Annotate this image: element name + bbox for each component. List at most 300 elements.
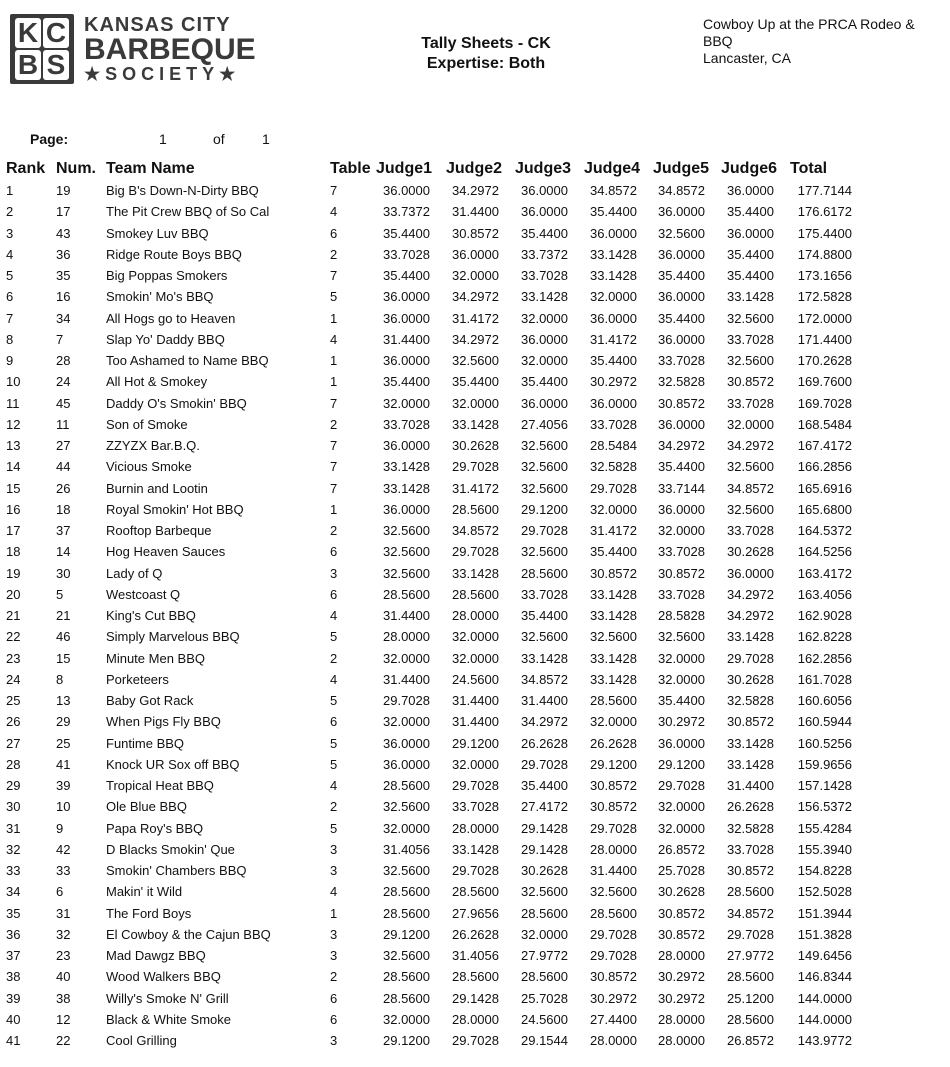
cell-table: 7 [330,395,338,411]
cell-judge4: 36.0000 [590,310,637,326]
cell-rank: 39 [6,990,21,1006]
cell-rank: 22 [6,629,21,645]
cell-judge3: 29.1544 [521,1033,568,1049]
cell-num: 36 [56,246,71,262]
cell-judge2: 32.0000 [452,650,499,666]
cell-total: 165.6800 [797,501,852,517]
table-row [6,308,862,329]
cell-total: 172.0000 [797,310,852,326]
cell-team-name: Ole Blue BBQ [106,799,187,815]
cell-judge5: 30.8572 [658,565,705,581]
table-row [6,733,862,754]
table-row [6,626,862,647]
cell-num: 39 [56,778,71,794]
kcbs-logo-box [10,14,74,84]
cell-judge4: 27.4400 [590,1011,637,1027]
cell-judge5: 30.2972 [658,969,705,985]
cell-judge4: 29.7028 [590,480,637,496]
cell-team-name: Wood Walkers BBQ [106,969,221,985]
cell-table: 5 [330,289,338,305]
cell-num: 37 [56,523,71,539]
cell-judge4: 35.4400 [590,204,637,220]
cell-judge6: 28.5600 [727,1011,774,1027]
cell-judge2: 31.4172 [452,480,499,496]
cell-rank: 14 [6,459,21,475]
cell-judge3: 32.5600 [521,884,568,900]
tally-table [6,158,862,1051]
table-header-row [6,158,862,180]
cell-rank: 1 [6,183,14,199]
cell-judge4: 32.0000 [590,501,637,517]
cell-judge5: 29.1200 [658,756,705,772]
cell-judge6: 29.7028 [727,650,774,666]
table-row [6,648,862,669]
cell-judge2: 36.0000 [452,246,499,262]
cell-rank: 19 [6,565,21,581]
cell-judge5: 36.0000 [658,416,705,432]
cell-judge4: 30.2972 [590,990,637,1006]
cell-total: 177.7144 [797,183,852,199]
cell-judge1: 32.0000 [383,1011,430,1027]
cell-num: 18 [56,501,71,517]
cell-num: 24 [56,374,71,390]
cell-team-name: Smokin' Mo's BBQ [106,289,214,305]
cell-table: 4 [330,778,338,794]
cell-judge1: 35.4400 [383,268,430,284]
cell-judge4: 32.0000 [590,714,637,730]
cell-judge4: 29.7028 [590,926,637,942]
table-row [6,839,862,860]
cell-judge2: 28.0000 [452,608,499,624]
table-row [6,818,862,839]
cell-table: 5 [330,735,338,751]
cell-judge4: 34.8572 [590,183,637,199]
col-header-rank: Rank [6,160,46,177]
cell-judge3: 31.4400 [521,693,568,709]
cell-judge4: 31.4172 [590,331,637,347]
cell-team-name: Makin' it Wild [106,884,183,900]
cell-judge5: 35.4400 [658,268,705,284]
cell-judge3: 30.2628 [521,863,568,879]
cell-judge6: 30.2628 [727,671,774,687]
cell-table: 6 [330,586,338,602]
cell-total: 173.1656 [797,268,852,284]
cell-team-name: Rooftop Barbeque [106,523,212,539]
cell-num: 9 [56,820,64,836]
cell-rank: 40 [6,1011,21,1027]
cell-judge4: 28.5600 [590,905,637,921]
cell-judge4: 35.4400 [590,353,637,369]
cell-table: 1 [330,353,338,369]
cell-judge5: 32.0000 [658,650,705,666]
kcbs-logo [10,14,272,84]
cell-judge1: 32.5600 [383,544,430,560]
cell-judge6: 33.1428 [727,629,774,645]
page-of-label: of [213,131,225,147]
table-row [6,563,862,584]
table-row [6,584,862,605]
logo-kansas-city: KANSAS CITY [84,14,231,36]
table-body [6,180,862,1051]
col-header-total: Total [790,160,828,177]
cell-team-name: When Pigs Fly BBQ [106,714,221,730]
cell-judge6: 33.1428 [727,735,774,751]
cell-total: 163.4056 [797,586,852,602]
cell-num: 27 [56,438,71,454]
cell-team-name: D Blacks Smokin' Que [106,841,235,857]
cell-total: 168.5484 [797,416,852,432]
cell-judge4: 33.1428 [590,268,637,284]
cell-judge5: 30.8572 [658,905,705,921]
cell-judge1: 32.5600 [383,565,430,581]
cell-judge4: 33.1428 [590,246,637,262]
table-row [6,541,862,562]
cell-num: 12 [56,1011,71,1027]
table-row [6,945,862,966]
cell-judge5: 28.0000 [658,948,705,964]
cell-rank: 17 [6,523,21,539]
table-row [6,903,862,924]
cell-table: 6 [330,714,338,730]
cell-judge6: 32.5600 [727,353,774,369]
cell-num: 10 [56,799,71,815]
cell-judge1: 31.4400 [383,608,430,624]
table-row [6,435,862,456]
cell-total: 146.8344 [797,969,852,985]
cell-judge1: 36.0000 [383,289,430,305]
cell-judge4: 30.8572 [590,969,637,985]
cell-num: 45 [56,395,71,411]
cell-judge4: 28.0000 [590,841,637,857]
table-row [6,1030,862,1051]
cell-judge2: 28.0000 [452,820,499,836]
cell-judge1: 36.0000 [383,310,430,326]
cell-num: 46 [56,629,71,645]
cell-team-name: Too Ashamed to Name BBQ [106,353,269,369]
col-header-judge5: Judge5 [653,160,710,177]
logo-letter-s: S [43,50,69,80]
cell-judge1: 32.5600 [383,523,430,539]
cell-table: 4 [330,671,338,687]
cell-num: 19 [56,183,71,199]
cell-total: 159.9656 [797,756,852,772]
cell-num: 16 [56,289,71,305]
cell-judge6: 33.7028 [727,523,774,539]
cell-team-name: All Hogs go to Heaven [106,310,236,326]
cell-num: 11 [56,416,70,432]
cell-judge3: 32.5600 [521,480,568,496]
cell-judge4: 32.0000 [590,289,637,305]
cell-judge3: 33.7372 [521,246,568,262]
cell-judge1: 28.0000 [383,629,430,645]
cell-table: 5 [330,693,338,709]
cell-judge2: 32.0000 [452,268,499,284]
cell-judge6: 31.4400 [727,778,774,794]
cell-judge3: 28.5600 [521,969,568,985]
cell-judge2: 29.7028 [452,863,499,879]
cell-total: 165.6916 [797,480,852,496]
cell-num: 42 [56,841,71,857]
cell-judge1: 33.7028 [383,246,430,262]
cell-team-name: Black & White Smoke [106,1011,231,1027]
cell-total: 162.2856 [797,650,852,666]
cell-team-name: El Cowboy & the Cajun BBQ [106,926,271,942]
cell-num: 28 [56,353,71,369]
cell-rank: 26 [6,714,21,730]
cell-judge1: 32.5600 [383,799,430,815]
table-row [6,265,862,286]
cell-judge2: 29.7028 [452,778,499,794]
cell-judge1: 36.0000 [383,756,430,772]
cell-judge5: 36.0000 [658,501,705,517]
cell-team-name: Ridge Route Boys BBQ [106,246,242,262]
cell-judge3: 36.0000 [521,183,568,199]
cell-judge3: 25.7028 [521,990,568,1006]
cell-table: 5 [330,820,338,836]
cell-judge2: 28.5600 [452,884,499,900]
cell-judge3: 32.5600 [521,544,568,560]
cell-team-name: Daddy O's Smokin' BBQ [106,395,247,411]
cell-judge6: 34.2972 [727,586,774,602]
cell-judge3: 27.4172 [521,799,568,815]
cell-judge1: 33.7372 [383,204,430,220]
cell-judge6: 33.1428 [727,756,774,772]
cell-judge2: 28.5600 [452,969,499,985]
logo-letter-b: B [15,50,41,80]
cell-num: 15 [56,650,71,666]
cell-judge5: 26.8572 [658,841,705,857]
cell-team-name: Royal Smokin' Hot BBQ [106,501,244,517]
cell-team-name: Lady of Q [106,565,163,581]
cell-table: 2 [330,650,338,666]
cell-judge2: 33.7028 [452,799,499,815]
cell-judge5: 30.2972 [658,990,705,1006]
page-total: 1 [262,131,270,147]
cell-rank: 21 [6,608,21,624]
cell-judge5: 34.8572 [658,183,705,199]
cell-total: 154.8228 [797,863,852,879]
cell-table: 6 [330,1011,338,1027]
cell-rank: 35 [6,905,21,921]
col-header-judge2: Judge2 [446,160,503,177]
cell-num: 35 [56,268,71,284]
table-row [6,456,862,477]
cell-judge6: 35.4400 [727,268,774,284]
event-location: Lancaster, CA [703,50,791,66]
cell-judge3: 29.1428 [521,820,568,836]
table-row [6,605,862,626]
logo-letter-k: K [15,18,41,48]
cell-total: 149.6456 [797,948,852,964]
cell-judge5: 25.7028 [658,863,705,879]
cell-judge3: 26.2628 [521,735,568,751]
cell-judge3: 24.5600 [521,1011,568,1027]
cell-judge2: 30.8572 [452,225,499,241]
table-row [6,350,862,371]
event-info [703,16,948,67]
cell-total: 161.7028 [797,671,852,687]
cell-judge3: 34.8572 [521,671,568,687]
cell-judge3: 36.0000 [521,204,568,220]
cell-judge5: 33.7028 [658,544,705,560]
cell-judge6: 34.2972 [727,608,774,624]
cell-rank: 29 [6,778,21,794]
cell-table: 4 [330,884,338,900]
cell-judge4: 31.4172 [590,523,637,539]
table-row [6,775,862,796]
cell-judge5: 30.2972 [658,714,705,730]
cell-total: 151.3944 [797,905,852,921]
cell-judge4: 28.0000 [590,1033,637,1049]
cell-judge2: 32.0000 [452,629,499,645]
cell-judge3: 33.1428 [521,289,568,305]
cell-rank: 12 [6,416,21,432]
cell-num: 17 [56,204,71,220]
cell-num: 30 [56,565,71,581]
cell-rank: 3 [6,225,14,241]
cell-judge6: 26.2628 [727,799,774,815]
cell-judge3: 33.7028 [521,586,568,602]
cell-judge5: 32.5600 [658,225,705,241]
col-header-table: Table [330,160,371,177]
cell-judge4: 29.1200 [590,756,637,772]
cell-judge4: 30.2972 [590,374,637,390]
cell-judge2: 31.4400 [452,204,499,220]
cell-judge4: 28.5600 [590,693,637,709]
cell-total: 160.5256 [797,735,852,751]
cell-judge6: 32.5600 [727,310,774,326]
cell-judge2: 33.1428 [452,841,499,857]
cell-judge5: 30.8572 [658,395,705,411]
cell-total: 175.4400 [797,225,852,241]
cell-judge1: 36.0000 [383,438,430,454]
cell-judge2: 29.7028 [452,459,499,475]
cell-judge6: 30.8572 [727,714,774,730]
cell-judge3: 34.2972 [521,714,568,730]
cell-table: 2 [330,969,338,985]
cell-judge3: 27.4056 [521,416,568,432]
cell-judge6: 34.8572 [727,480,774,496]
cell-total: 174.8800 [797,246,852,262]
cell-rank: 25 [6,693,21,709]
cell-total: 144.0000 [797,1011,852,1027]
cell-rank: 33 [6,863,21,879]
cell-judge2: 29.1428 [452,990,499,1006]
cell-judge1: 28.5600 [383,990,430,1006]
cell-judge1: 33.1428 [383,480,430,496]
col-header-team-name: Team Name [106,160,195,177]
table-row [6,711,862,732]
cell-judge1: 32.5600 [383,863,430,879]
table-row [6,520,862,541]
cell-judge6: 32.5828 [727,693,774,709]
cell-judge2: 28.0000 [452,1011,499,1027]
cell-rank: 9 [6,353,14,369]
cell-judge3: 29.1200 [521,501,568,517]
cell-judge3: 29.1428 [521,841,568,857]
cell-num: 29 [56,714,71,730]
cell-rank: 41 [6,1033,21,1049]
cell-table: 4 [330,204,338,220]
cell-num: 6 [56,884,64,900]
cell-judge5: 29.7028 [658,778,705,794]
cell-total: 176.6172 [797,204,852,220]
cell-judge6: 35.4400 [727,204,774,220]
cell-judge2: 34.2972 [452,331,499,347]
table-row [6,669,862,690]
cell-rank: 23 [6,650,21,666]
cell-judge5: 34.2972 [658,438,705,454]
cell-judge2: 29.1200 [452,735,499,751]
cell-judge5: 35.4400 [658,310,705,326]
cell-judge3: 32.0000 [521,926,568,942]
cell-rank: 27 [6,735,21,751]
cell-judge6: 35.4400 [727,246,774,262]
cell-judge2: 33.1428 [452,416,499,432]
cell-judge1: 29.1200 [383,926,430,942]
cell-table: 6 [330,544,338,560]
cell-judge1: 36.0000 [383,501,430,517]
cell-num: 22 [56,1033,71,1049]
table-row [6,924,862,945]
cell-total: 162.8228 [797,629,852,645]
cell-table: 2 [330,799,338,815]
cell-judge6: 28.5600 [727,969,774,985]
cell-table: 1 [330,310,338,326]
cell-judge3: 32.5600 [521,629,568,645]
cell-team-name: Mad Dawgz BBQ [106,948,206,964]
cell-judge3: 32.0000 [521,310,568,326]
cell-judge4: 26.2628 [590,735,637,751]
cell-judge2: 34.2972 [452,289,499,305]
cell-judge3: 35.4400 [521,608,568,624]
cell-judge2: 35.4400 [452,374,499,390]
cell-judge3: 29.7028 [521,756,568,772]
logo-letter-c: C [43,18,69,48]
table-row [6,796,862,817]
cell-rank: 6 [6,289,14,305]
cell-judge5: 28.0000 [658,1011,705,1027]
cell-judge1: 31.4056 [383,841,430,857]
table-row [6,966,862,987]
cell-judge6: 34.8572 [727,905,774,921]
cell-team-name: The Ford Boys [106,905,192,921]
cell-rank: 13 [6,438,21,454]
cell-table: 1 [330,501,338,517]
cell-rank: 37 [6,948,21,964]
cell-total: 152.5028 [797,884,852,900]
cell-judge1: 28.5600 [383,586,430,602]
cell-judge6: 32.0000 [727,416,774,432]
cell-total: 160.6056 [797,693,852,709]
cell-judge5: 36.0000 [658,331,705,347]
cell-team-name: Cool Grilling [106,1033,177,1049]
cell-judge3: 32.5600 [521,459,568,475]
cell-judge5: 28.5828 [658,608,705,624]
cell-judge3: 35.4400 [521,778,568,794]
cell-total: 170.2628 [797,353,852,369]
page-label: Page: [30,131,69,147]
cell-judge3: 32.0000 [521,353,568,369]
cell-total: 155.4284 [797,820,852,836]
cell-num: 44 [56,459,71,475]
cell-team-name: Big B's Down-N-Dirty BBQ [106,183,259,199]
cell-judge1: 28.5600 [383,905,430,921]
cell-judge4: 30.8572 [590,778,637,794]
cell-total: 151.3828 [797,926,852,942]
cell-judge6: 33.7028 [727,395,774,411]
cell-judge6: 32.5828 [727,820,774,836]
